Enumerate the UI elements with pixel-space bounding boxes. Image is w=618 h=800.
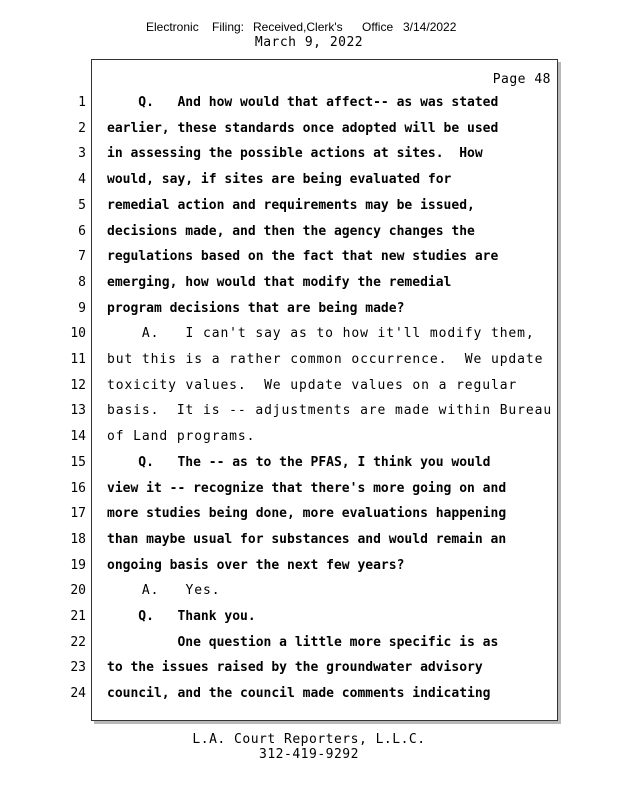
transcript-line: Q. Thank you. bbox=[107, 609, 256, 624]
transcript-line: ongoing basis over the next few years? bbox=[107, 558, 405, 573]
line-number: 1 bbox=[78, 95, 86, 110]
line-number: 8 bbox=[78, 275, 86, 290]
footer bbox=[0, 732, 618, 762]
page-number: Page 48 bbox=[492, 72, 551, 87]
transcript-line: A. Yes. bbox=[107, 583, 221, 598]
transcript-line: Q. The -- as to the PFAS, I think you would bbox=[107, 455, 491, 470]
filing-received: Received,Clerk's bbox=[253, 20, 343, 34]
line-number: 7 bbox=[78, 249, 86, 264]
transcript-line: earlier, these standards once adopted will be used bbox=[107, 121, 499, 136]
transcript-line: basis. It is -- adjustments are made within Bureau bbox=[107, 403, 553, 418]
line-number: 13 bbox=[70, 403, 86, 418]
transcript-line: to the issues raised by the groundwater advisory bbox=[107, 660, 483, 675]
transcript-line: regulations based on the fact that new studies are bbox=[107, 249, 499, 264]
filing-office: Office bbox=[362, 20, 394, 34]
transcript-line: than maybe usual for substances and would remain an bbox=[107, 532, 507, 547]
line-number: 15 bbox=[70, 455, 86, 470]
reporter-phone: 312-419-9292 bbox=[259, 747, 359, 762]
transcript-line: Q. And how would that affect-- as was stated bbox=[107, 95, 499, 110]
line-number: 18 bbox=[70, 532, 86, 547]
line-number: 23 bbox=[70, 660, 86, 675]
transcript-line: One question a little more specific is as bbox=[107, 635, 499, 650]
line-number: 3 bbox=[78, 146, 86, 161]
line-number: 16 bbox=[70, 481, 86, 496]
transcript-line: council, and the council made comments indicating bbox=[107, 686, 491, 701]
line-number: 20 bbox=[70, 583, 86, 598]
line-number: 2 bbox=[78, 121, 86, 136]
line-number: 6 bbox=[78, 224, 86, 239]
line-number: 12 bbox=[70, 378, 86, 393]
transcript-line: A. I can't say as to how it'll modify them, bbox=[107, 326, 535, 341]
line-number: 9 bbox=[78, 301, 86, 316]
transcript-line: program decisions that are being made? bbox=[107, 301, 405, 316]
transcript-line: emerging, how would that modify the remedial bbox=[107, 275, 452, 290]
reporter-company: L.A. Court Reporters, L.L.C. bbox=[192, 732, 426, 747]
filing-electronic: Electronic bbox=[146, 20, 199, 34]
line-number: 24 bbox=[70, 686, 86, 701]
transcript-line: remedial action and requirements may be issued, bbox=[107, 198, 475, 213]
hearing-date: March 9, 2022 bbox=[254, 35, 364, 50]
line-number: 4 bbox=[78, 172, 86, 187]
filing-date: 3/14/2022 bbox=[403, 20, 457, 34]
line-number: 14 bbox=[70, 429, 86, 444]
transcript-line: decisions made, and then the agency changes the bbox=[107, 224, 475, 239]
line-number: 19 bbox=[70, 558, 86, 573]
transcript-line: view it -- recognize that there's more going on and bbox=[107, 481, 507, 496]
transcript-line: toxicity values. We update values on a regular bbox=[107, 378, 518, 393]
line-number: 21 bbox=[70, 609, 86, 624]
line-number: 5 bbox=[78, 198, 86, 213]
line-number: 22 bbox=[70, 635, 86, 650]
line-number: 11 bbox=[70, 352, 86, 367]
transcript-line: in assessing the possible actions at sites. How bbox=[107, 146, 483, 161]
filing-label: Filing: bbox=[212, 20, 245, 34]
transcript-line: of Land programs. bbox=[107, 429, 256, 444]
line-number: 17 bbox=[70, 506, 86, 521]
line-number: 10 bbox=[70, 326, 86, 341]
transcript-line: more studies being done, more evaluations happening bbox=[107, 506, 507, 521]
transcript-line: but this is a rather common occurrence. We update bbox=[107, 352, 544, 367]
transcript-line: would, say, if sites are being evaluated for bbox=[107, 172, 452, 187]
